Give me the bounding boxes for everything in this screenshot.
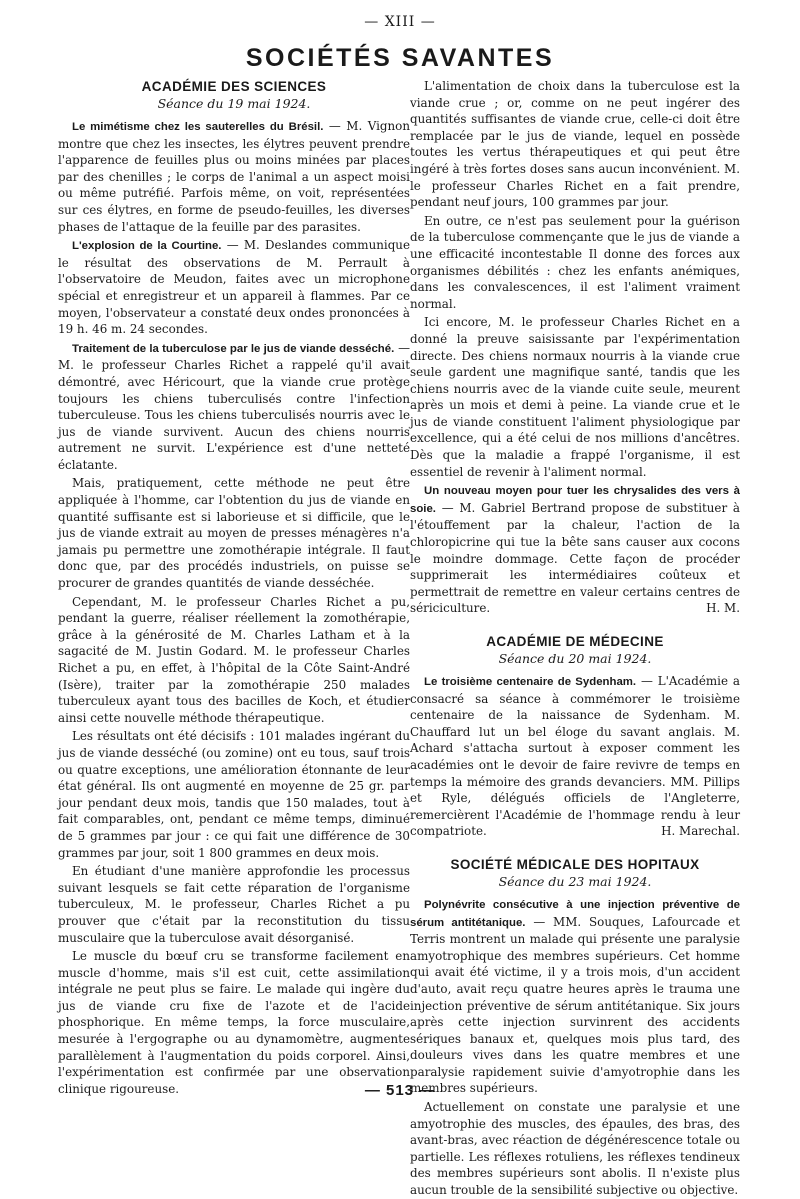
paragraph-lead: Un nouveau moyen pour tuer les chrysalides des vers à soie.: [410, 485, 740, 515]
right-column: [410, 78, 740, 1199]
paragraph-lead: Le troisième centenaire de Sydenham.: [424, 676, 637, 688]
paragraph-text: — L'Académie a consacré sa séance à commémorer le troisième centenaire de la naissance de Sydenham. M. Chauffard lut un bel éloge du savant anglais. M. Achard s'attacha surtout à exposer comment les académies ont le devoir de faire revivre de temps en temps la mémoire des grands devanciers. MM. Pillips et Ryle, délégués officiels de l'Angleterre, remercièrent l'Académie de l'hommage rendu à leur compatriote.: [410, 674, 740, 839]
paragraph: Cependant, M. le professeur Charles Richet a pu, pendant la guerre, réaliser réellement la zomothérapie, grâce à la générosité de M. Charles Latham et à la sagacité de M. Justin Godard. M. le professeur Charles Richet a pu, en effet, à l'hôpital de la Côte Saint-André (Isère), traiter par la zomothérapie 250 malades tuberculeux ayant tous des bacilles de Koch, et étudier ainsi cette nouvelle méthode thérapeutique.: [58, 594, 410, 725]
paragraph: Ici encore, M. le professeur Charles Richet en a donné la preuve saisissante par l'expérimentation directe. Des chiens normaux nourris à la viande crue seule gardent une magnifique santé, tandis que les chiens nourris avec de la viande cuite seule, meurent après un mois et demi à peine. La viande crue et le jus de viande constituent l'aliment physiologique par excellence, qui a été celui de nos millions d'ancêtres. Dès que la maladie a frappé l'organisme, il est essentiel de revenir à l'aliment normal.: [410, 315, 740, 479]
seance-date: Séance du 23 mai 1924.: [498, 873, 652, 889]
seance-date: Séance du 20 mai 1924.: [498, 651, 652, 666]
masthead: SOCIÉTÉS SAVANTES: [245, 44, 555, 72]
paragraph-lead: Traitement de la tuberculose par le jus de viande desséché.: [72, 342, 395, 355]
page-number: — 513 —: [364, 1082, 436, 1099]
paragraph: Les résultats ont été décisifs : 101 malades ingérant du jus de viande desséché (ou zomine) ont eu tous, sauf trois ou quatre exceptions, une amélioration étonnante de leur état général. Ils ont augmenté en moyenne de 25 gr. par jour pendant deux mois, tandis que 150 malades, tout à fait comparables, ont, pendant ce même temps, diminué de 5 grammes par jour : ce qui fait une différence de 30 grammes par jour, soit 1 800 grammes en deux mois.: [58, 729, 410, 860]
seance-date: Séance du 19 mai 1924.: [157, 96, 311, 111]
paragraph-text: — M. le professeur Charles Richet a rappelé qu'il avait démontré, avec Héricourt, que la viande crue protège toujours les chiens tuberculisés contre l'infection tuberculeuse. Tous les chiens tuberculisés nourris avec le jus de viande survivent. Aucun des chiens nourris autrement ne survit. L'expérience est d'une netteté éclatante.: [58, 340, 411, 472]
paragraph-text: — M. Gabriel Bertrand propose de substituer à l'étouffement par la chaleur, l'action de la chloropicrine qui tue la bête sans causer aux cocons le moindre dommage. Cette façon de procéder supprimerait les intermédiaires coûteux et permettrait de remettre en valeur certains centres de sériciculture.: [410, 500, 740, 616]
paragraph-text: — M. Vignon montre que chez les insectes, les élytres peuvent prendre l'apparence de feuilles plus ou moins minées par places par des chenilles ; le corps de l'animal a un aspect moisi ou même putréfié. Parfois même, on voit, représentées sur ces élytres, en forme de pseudo-feuilles, les diverses phases de l'attaque de la feuille par des parasites.: [58, 119, 410, 234]
paragraph-lead: Polynévrite consécutive à une injection préventive de sérum antitétanique.: [410, 898, 740, 929]
section-title-societe-medicale: SOCIÉTÉ MÉDICALE DES HOPITAUX: [450, 856, 700, 872]
section-title-academie-medecine: ACADÉMIE DE MÉDECINE: [486, 634, 664, 649]
paragraph-text: — M. Deslandes communique le résultat des observations de M. Perrault à l'observatoire de Meudon, faites avec un microphone spécial et enregistreur et un appareil à flammes. Par ce moyen, l'observateur a constaté deux ondes prononcées à 19 h. 46 m. 24 secondes.: [58, 238, 411, 337]
paragraph: [58, 237, 410, 338]
paragraph-text: — MM. Souques, Lafourcade et Terris montrent un malade qui présente une paralysie amyotrophique des membres supérieurs. Cet homme qui avait été victime, il y a trois mois, d'un accident d'auto, avait reçu quatre heures après le trauma une injection préventive de sérum antitétanique. Six jours après cette injection survinrent des accidents sériques banaux et, quelques mois plus tard, des douleurs vives dans les quatre membres et une paralysie rapidement suivie d'amyotrophie dans les membres supérieurs.: [410, 914, 740, 1096]
left-column: [58, 78, 410, 1097]
paragraph: En outre, ce n'est pas seulement pour la guérison de la tuberculose commençante que le jus de viande a une efficacité incontestable Il donne des forces aux organismes débilités : chez les enfants anémiques, dans les convalescences, il est l'aliment vraiment normal.: [410, 213, 740, 311]
paragraph: [410, 482, 740, 617]
paragraph-lead: L'explosion de la Courtine.: [72, 240, 222, 253]
paragraph: [58, 118, 410, 235]
signature: H. Marechal.: [661, 824, 740, 839]
paragraph: [410, 896, 740, 1097]
paragraph: Actuellement on constate une paralysie et une amyotrophie des muscles, des épaules, des bras, des avant-bras, avec réaction de dégénérescence totale ou partielle. Les réflexes rotuliens, les réflexes tendineux des membres supérieurs sont abolis. Il n'existe plus aucun trouble de la sensibilité subjective ou objective.: [410, 1100, 740, 1198]
paragraph: En étudiant d'une manière approfondie les processus suivant lesquels se fait cette réparation de l'organisme tuberculeux, M. le professeur, Charles Richet a pu prouver que c'était par la reconstitution du tissu musculaire que la tuberculose avait désorganisé.: [58, 864, 410, 945]
paragraph: [58, 340, 410, 474]
paragraph: Mais, pratiquement, cette méthode ne peut être appliquée à l'homme, car l'obtention du jus de viande en quantité suffisante est si laborieuse et si difficile, que le jus de viande extrait au moyen de presses ménagères n'a jamais pu permettre une zomothérapie intégrale. Il faut donc que, par des procédés industriels, on puisse se procurer de grandes quantités de viande desséchée.: [58, 476, 410, 591]
page-folio: — XIII —: [364, 14, 436, 30]
paragraph: [410, 673, 740, 840]
signature: H. M.: [706, 601, 740, 616]
paragraph-lead: Le mimétisme chez les sauterelles du Brésil.: [72, 121, 324, 133]
paragraph: Le muscle du bœuf cru se transforme facilement en muscle d'homme, mais s'il est cuit, cette assimilation intégrale ne peut plus se faire. Le malade qui ingère du jus de viande cru fixe de l'azote et de l'acide phosphorique. En même temps, la force musculaire, mesurée à l'ergographe ou au dynamomètre, augmente parallèlement à l'augmentation du poids corporel. Ainsi, l'expérimentation est confirmée par une observation clinique rigoureuse.: [58, 949, 410, 1096]
section-title-academie-sciences: ACADÉMIE DES SCIENCES: [141, 79, 327, 94]
paragraph: L'alimentation de choix dans la tuberculose est la viande crue ; or, comme on ne peut ingérer des quantités suffisantes de viande crue, celle-ci doit être remplacée par le jus de viande, lequel en possède toutes les vertus thérapeutiques et qui peut être ingéré à très fortes doses sans aucun inconvénient. M. le professeur Charles Richet en a fait prendre, pendant neuf jours, 100 grammes par jour.: [410, 79, 740, 210]
